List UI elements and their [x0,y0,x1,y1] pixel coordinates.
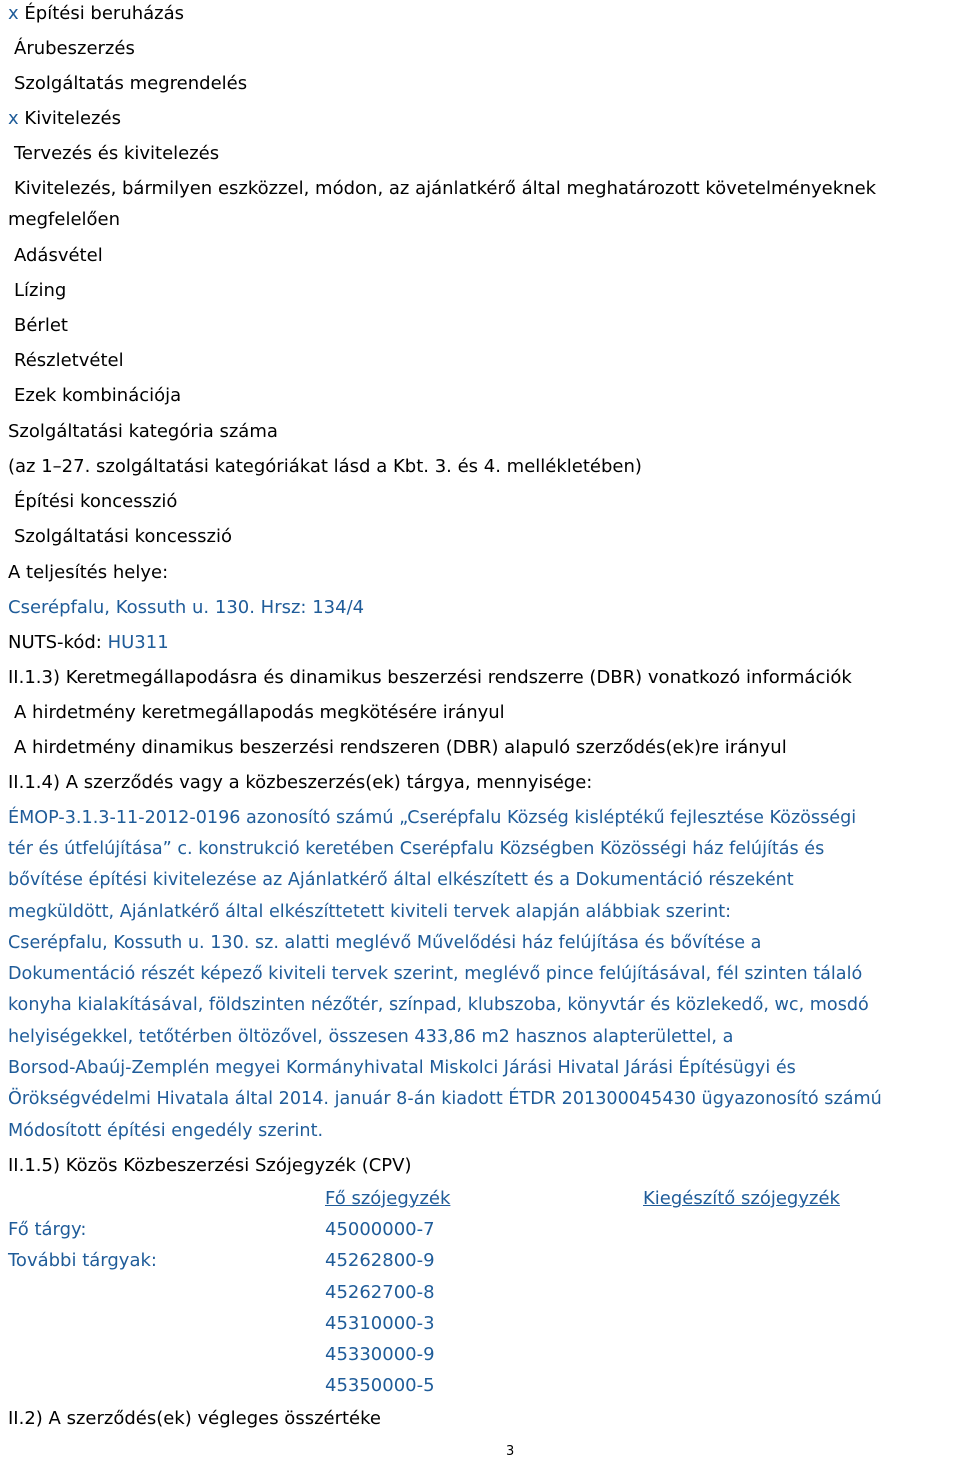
subject-line: Örökségvédelmi Hivatala által 2014. január 8-án kiadott ÉTDR 201300045430 ügyazonosító számú [8,1089,882,1109]
execution-row [8,107,121,131]
subject-line: megküldött, Ajánlatkérő által elkészíttetett kiviteli tervek alapján alábbiak szerint: [8,902,732,922]
subject-line: konyha kialakításával, földszinten nézőtér, színpad, klubszoba, könyvtár és közlekedő, wc, mosdó [8,995,869,1015]
subject-line: ÉMOP-3.1.3-11-2012-0196 azonosító számú „Cserépfalu Község kisléptékű fejlesztése Közösségi [8,808,857,828]
cpv-code: 45262800-9 [325,1250,435,1271]
subject-line: helyiségekkel, tetőtérben öltözővel, összesen 433,86 m2 hasznos alapterülettel, a [8,1027,734,1047]
section-114-heading: II.1.4) A szerződés vagy a közbeszerzés(ek) tárgya, mennyisége: [8,772,593,793]
cpv-code: 45330000-9 [325,1344,435,1365]
construction-label: Építési beruházás [24,3,185,24]
section-113-heading: II.1.3) Keretmegállapodásra és dinamikus beszerzési rendszerre (DBR) vonatkozó információk [8,667,852,688]
cpv-code: 45262700-8 [325,1282,435,1303]
framework-agreement-label: A hirdetmény keretmegállapodás megkötésére irányul [14,702,505,723]
cpv-main-header: Fő szójegyzék [325,1188,451,1209]
subject-line: bővítése építési kivitelezése az Ajánlatkérő által elkészített és a Dokumentáció részeként [8,870,794,890]
section-115-heading: II.1.5) Közös Közbeszerzési Szójegyzék (CPV) [8,1155,412,1176]
main-object-label: Fő tárgy: [8,1219,87,1240]
nuts-code: HU311 [107,632,169,653]
service-category-label: Szolgáltatási kategória száma [8,421,278,442]
execution-any-means-label: Kivitelezés, bármilyen eszközzel, módon, az ajánlatkérő által meghatározott követelményeknek [14,178,877,199]
purchase-label: Adásvétel [14,245,103,266]
construction-row [8,2,184,26]
section-12-heading: II.2) A szerződés(ek) végleges összértéke [8,1408,381,1429]
service-category-note: (az 1–27. szolgáltatási kategóriákat lásd a Kbt. 3. és 4. mellékletében) [8,456,642,477]
subject-line: Borsod-Abaúj-Zemplén megyei Kormányhivatal Miskolci Járási Hivatal Járási Építésügyi és [8,1058,796,1078]
cpv-supplementary-header: Kiegészítő szójegyzék [643,1188,840,1209]
service-concession-label: Szolgáltatási koncesszió [14,526,233,547]
combination-label: Ezek kombinációja [14,385,182,406]
design-execution-label: Tervezés és kivitelezés [14,143,220,164]
additional-objects-label: További tárgyak: [8,1250,157,1271]
cpv-code: 45350000-5 [325,1375,435,1396]
works-concession-label: Építési koncesszió [14,491,178,512]
page-number: 3 [506,1444,515,1459]
rental-label: Bérlet [14,315,68,336]
execution-label: Kivitelezés [24,108,121,129]
supply-label: Árubeszerzés [14,38,135,59]
nuts-label: NUTS-kód: [8,632,102,653]
cpv-code: 45310000-3 [325,1313,435,1334]
leasing-label: Lízing [14,280,67,301]
hire-purchase-label: Részletvétel [14,350,124,371]
subject-line: Módosított építési engedély szerint. [8,1121,324,1141]
service-order-label: Szolgáltatás megrendelés [14,73,248,94]
main-object-code: 45000000-7 [325,1219,435,1240]
execution-any-means-label-cont: megfelelően [8,209,121,230]
checkbox-mark: x [8,3,19,24]
location-value: Cserépfalu, Kossuth u. 130. Hrsz: 134/4 [8,597,365,618]
subject-line: Cserépfalu, Kossuth u. 130. sz. alatti meglévő Művelődési ház felújítása és bővítése a [8,933,762,953]
nuts-row [8,631,169,655]
checkbox-mark: x [8,108,19,129]
subject-line: Dokumentáció részét képező kiviteli tervek szerint, meglévő pince felújításával, fél szinten tálaló [8,964,863,984]
subject-line: tér és útfelújítása” c. konstrukció keretében Cserépfalu Községben Közösségi ház felújítás és [8,839,825,859]
dps-label: A hirdetmény dinamikus beszerzési rendszeren (DBR) alapuló szerződés(ek)re irányul [14,737,787,758]
location-label: A teljesítés helye: [8,562,169,583]
